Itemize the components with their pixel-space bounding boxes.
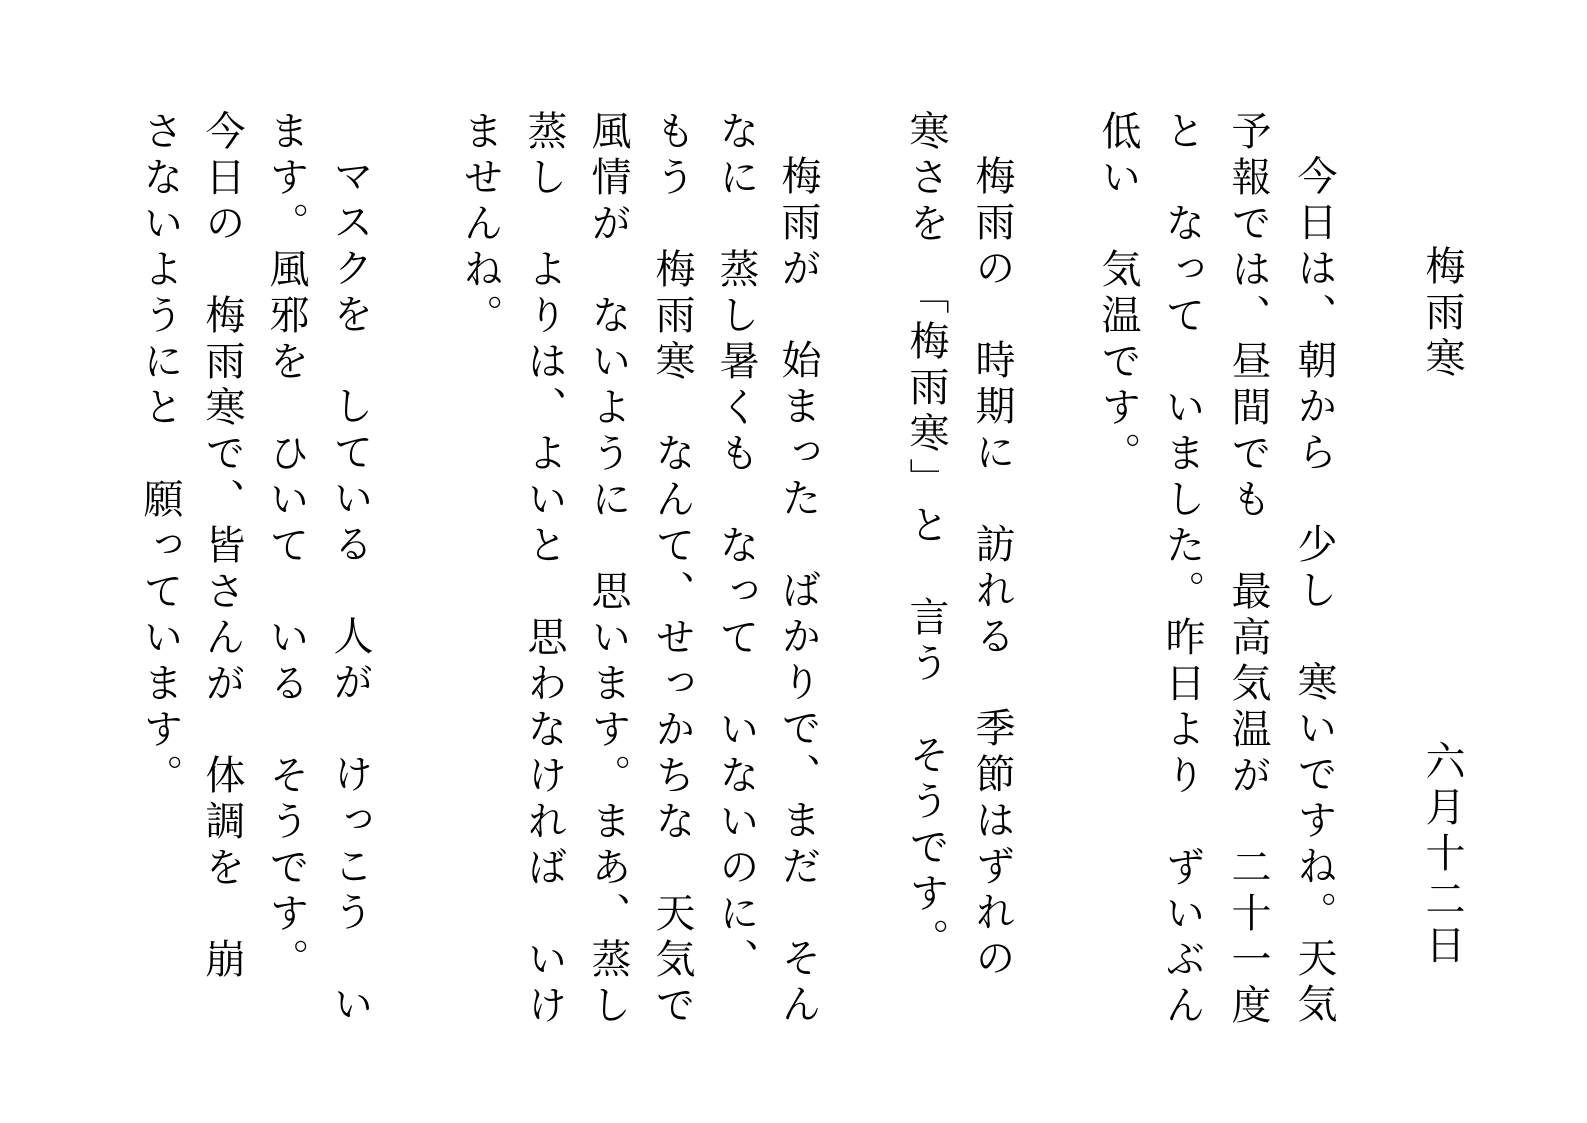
paragraph-1-line-4: 低い 気温です。 [1095,110,1141,478]
paragraph-2-line-1: 梅雨の 時期に 訪れる 季節はずれの [969,155,1015,983]
paragraph-4-line-4: さないようにと 願っています。 [137,110,183,800]
paragraph-4-line-3: 今日の 梅雨寒で、皆さんが 体調を 崩 [199,110,245,984]
paragraph-3-line-3: もう 梅雨寒 なんて、せっかちな 天気で [649,110,695,1030]
paragraph-4-line-1: マスクを している 人が けっこう い [327,155,373,1029]
paragraph-1-line-1: 今日は、朝から 少し 寒いですね。天気 [1291,155,1337,1029]
paragraph-3-line-2: なに 蒸し暑くも なって いないのに、 [713,110,759,984]
paragraph-3-line-5: 蒸し よりは、よいと 思わなければ いけ [521,110,567,1030]
paragraph-3-line-6: ませんね。 [457,110,503,340]
document-title: 梅雨寒 [1419,245,1465,383]
paragraph-1-line-3: と なって いました。昨日より ずいぶん [1159,110,1205,1030]
paragraph-4-line-2: ます。風邪を ひいて いる そうです。 [263,110,309,984]
paragraph-3-line-4: 風情が ないように 思います。まあ、蒸し [585,110,631,1030]
document-date: 六月十二日 [1419,740,1465,970]
paragraph-3-line-1: 梅雨が 始まった ばかりで、まだ そん [775,155,821,1029]
paragraph-2-line-2: 寒さを 「梅雨寒」と 言う そうです。 [903,110,949,964]
paragraph-1-line-2: 予報では、昼間でも 最高気温が 二十一度 [1225,110,1271,1030]
